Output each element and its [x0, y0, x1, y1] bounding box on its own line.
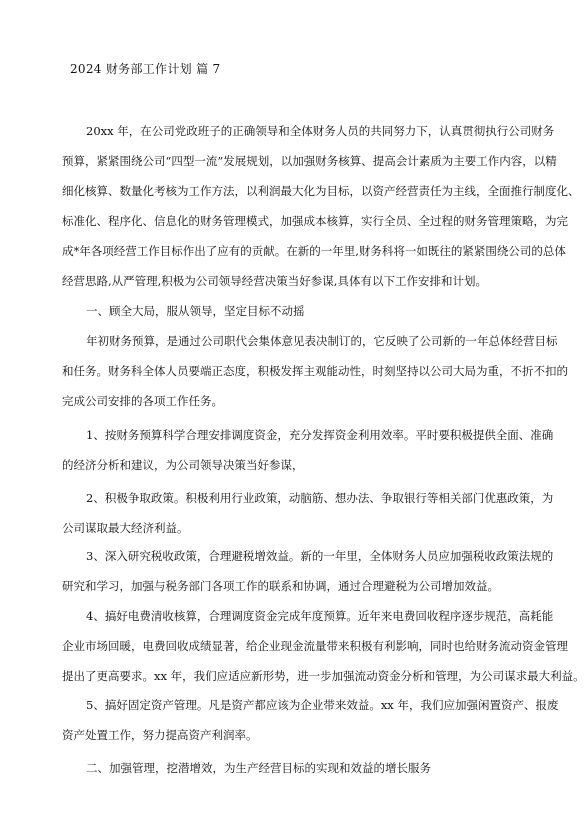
list-item-3 [62, 541, 554, 601]
text-line: 成*年各项经营工作目标作出了应有的贡献。在新的一年里,财务科将一如既往的紧紧围绕公司的总体 [62, 244, 566, 258]
text-line: 1、按财务预算科学合理安排调度资金，充分发挥资金利用效率。平时要积极提供全面、准确 [86, 428, 554, 442]
text-line: 2、积极争取政策。积极利用行业政策，动脑筋、想办法、争取银行等相关部门优惠政策，为 [86, 491, 554, 505]
text-line: 提出了更高要求。xx 年，我们应适应新形势，进一步加强流动资金分析和管理，为公司谋求最大利益。 [62, 669, 585, 683]
text-line: 企业市场回暖，电费回收成绩显著，给企业现金流量带来积极有利影响，同时也给财务流动资金管理 [62, 639, 568, 653]
text-line: 的经济分析和建议，为公司领导决策当好参谋， [62, 458, 304, 472]
list-item-5 [62, 690, 559, 750]
section-heading-2 [62, 753, 522, 783]
document-title: 2024 财务部工作计划 篇 7 [70, 62, 221, 76]
text-line: 4、搞好电费清收核算，合理调度资金完成年度预算。近年来电费回收程序逐步规范，高耗能 [86, 609, 554, 623]
text-line: 标准化、程序化、信息化的财务管理模式，加强成本核算，实行全员、全过程的财务管理策略，为完 [62, 214, 568, 228]
text-line: 年初财务预算，是通过公司职代会集体意见表决制订的，它反映了公司新的一年总体经营目标 [86, 334, 558, 348]
text-line: 和任务。财务科全体人员要端正态度，积极发挥主观能动性，时刻坚持以公司大局为重，不折不扣的 [62, 364, 568, 378]
text-line: 20xx 年，在公司党政班子的正确领导和全体财务人员的共同努力下，认真贯彻执行公司财务 [86, 124, 555, 138]
text-line: 3、深入研究税收政策，合理避税增效益。新的一年里，全体财务人员应加强税收政策法规的 [86, 549, 554, 563]
text-line: 完成公司安排的各项工作任务。 [62, 394, 223, 408]
text-line: 二、加强管理，挖潜增效，为生产经营目标的实现和效益的增长服务 [86, 761, 431, 775]
list-item-4 [62, 601, 585, 691]
text-line: 研究和学习，加强与税务部门各项工作的联系和协调，通过合理避税为公司增加效益。 [62, 579, 499, 593]
list-item-1 [62, 420, 554, 480]
paragraph-budget [62, 326, 568, 416]
text-line: 5、搞好固定资产管理。凡是资产都应该为企业带来效益。xx 年，我们应加强闲置资产、报废 [86, 698, 559, 712]
text-line: 资产处置工作，努力提高资产利润率。 [62, 728, 258, 742]
paragraph-intro [62, 116, 580, 296]
text-line: 一、顾全大局，服从领导，坚定目标不动摇 [86, 304, 305, 318]
text-line: 经营思路,从严管理,积极为公司领导经营决策当好参谋,具体有以下工作安排和计划。 [62, 274, 487, 288]
list-item-2 [62, 483, 554, 543]
text-line: 公司谋取最大经济利益。 [62, 521, 189, 535]
text-line: 细化核算、数量化考核为工作方法，以利润最大化为目标，以资产经营责任为主线，全面推行制度化、 [62, 184, 580, 198]
section-heading-1 [62, 296, 522, 326]
text-line: 预算，紧紧围绕公司“四型一流”发展规划，以加强财务核算、提高会计素质为主要工作内容，以精 [62, 154, 557, 168]
